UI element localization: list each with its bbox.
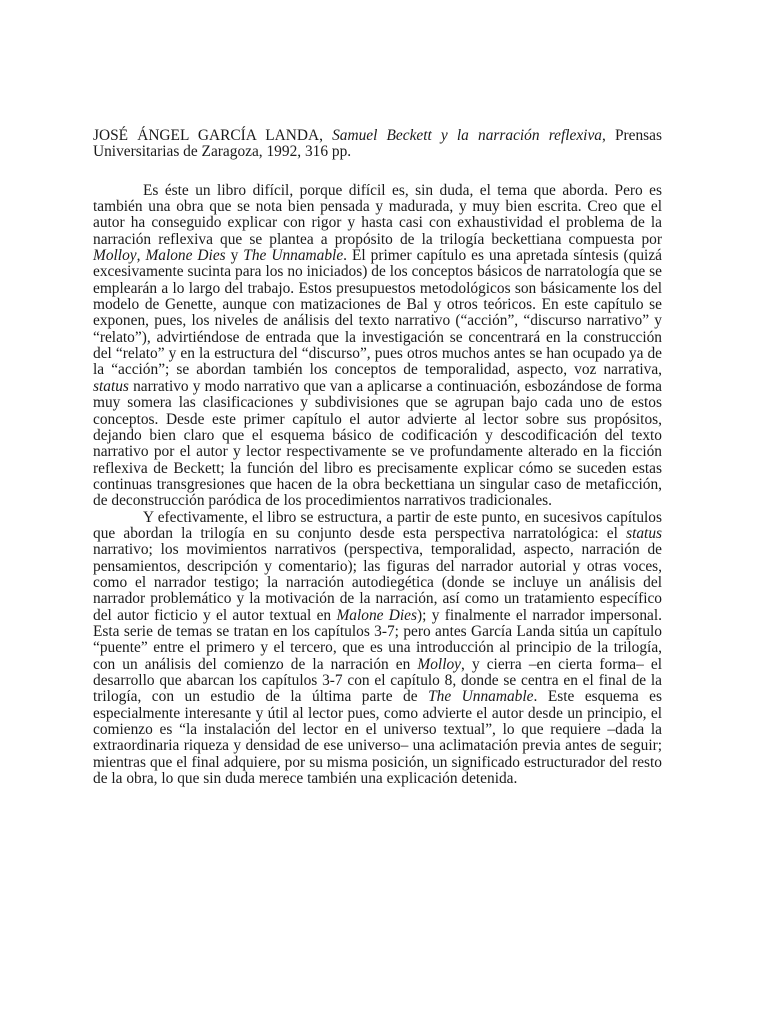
bibliographic-header (93, 128, 662, 161)
paragraph-text: narrativo y modo narrativo que van a aplicarse a continuación, esbozándose de forma muy somera las clasificaciones y subdivisiones que se agrupan bajo cada uno de estos conceptos. Desde este primer capítulo el autor advierte al lector sobre sus propósitos, dejando bien claro que el esquema básico de codificación y descodificación del texto narrativo por el autor y lector respectivamente se ve profundamente alterado en la ficción reflexiva de Beckett; la función del libro es precisamente explicar cómo se suceden estas continuas transgresiones que hacen de la obra beckettiana un singular caso de metaficción, de deconstrucción paródica de los procedimientos narrativos tradicionales. (93, 377, 662, 510)
paragraph-text: y (225, 247, 244, 265)
paragraph-text: ); y finalmente el narrador impersonal. Esta serie de temas se tratan en los capítulos 3-7; pero antes García Landa sitúa un capítulo “puente” entre el primero y el tercero, que es una introducción al principio de la trilogía, con un análisis del comienzo de la narración en (93, 606, 663, 673)
header-publisher: , Prensas Universitarias de Zaragoza, 1992, 316 pp. (93, 127, 662, 161)
review-page (93, 128, 662, 787)
paragraph-text: narrativo; los movimientos narrativos (perspectiva, temporalidad, aspecto, narración de pensamientos, descripción y comentario); las figuras del narrador autorial y otras voces, como el narrador testigo; la narración autodiegética (donde se incluye un análisis del narrador problemático y la motivación de la narración, así como un tratamiento específico del autor ficticio y el autor textual en (93, 541, 662, 624)
header-author: JOSÉ ÁNGEL GARCÍA LANDA, (93, 127, 333, 144)
paragraph-text: , y cierra –en cierta forma– el desarrollo que abarcan los capítulos 3-7 con el capítulo 8, donde se centra en el final de la trilogía, con un estudio de la última parte de (93, 655, 663, 706)
title-malone-dies: Malone Dies (336, 606, 418, 624)
title-molloy: Molloy (417, 655, 462, 673)
term-status: status (626, 524, 662, 542)
header-book-title: Samuel Beckett y la narración reflexiva (332, 127, 602, 144)
paragraph-text: . Este esquema es especialmente interesante y útil al lector pues, como advierte el autor desde un principio, el comienzo es “la instalación del lector en el universo textual”, lo que requiere –dada la extraordinaria riqueza y densidad de ese universo– una aclimatación previa antes de seguir; mientras que el final adquiere, por su misma posición, un significado estructurador del resto de la obra, lo que sin duda merece también una explicación detenida. (93, 688, 663, 788)
review-paragraph-2 (93, 510, 662, 788)
paragraph-text: Es éste un libro difícil, porque difícil es, sin duda, el tema que aborda. Pero es también una obra que se nota bien pensada y madurada, y muy bien escrita. Creo que el autor ha conseguido explicar con rigor y hasta casi con exhaustividad el problema de la narración reflexiva que se plantea a propósito de la trilogía beckettiana compuesta por (93, 181, 662, 248)
term-status: status (93, 377, 129, 395)
paragraph-text: . El primer capítulo es una apretada síntesis (quizá excesivamente sucinta para los no iniciados) de los conceptos básicos de narratología que se emplearán a lo largo del trabajo. Estos presupuestos metodológicos son básicamente los del modelo de Genette, aunque con matizaciones de Bal y otros teóricos. En este capítulo se exponen, pues, los niveles de análisis del texto narrativo (“acción”, “discurso narrativo” y “relato”), advirtiéndose de entrada que la investigación se concentrará en la construcción del “relato” y en la estructura del “discurso”, pues otros muchos antes se han ocupado ya de la “acción”; se abordan también los conceptos de temporalidad, aspecto, voz narrativa, (93, 247, 662, 379)
title-the-unnamable: The Unnamable (428, 688, 534, 706)
title-malone-dies: Malone Dies (145, 247, 226, 265)
paragraph-text: Y efectivamente, el libro se estructura, a partir de este punto, en sucesivos capítulos que abordan la trilogía en su conjunto desde esta perspectiva narratológica: el (93, 508, 662, 542)
review-paragraph-1 (93, 183, 662, 510)
paragraph-text: , (136, 247, 146, 265)
title-the-unnamable: The Unnamable (243, 247, 344, 265)
title-molloy: Molloy (93, 247, 137, 265)
